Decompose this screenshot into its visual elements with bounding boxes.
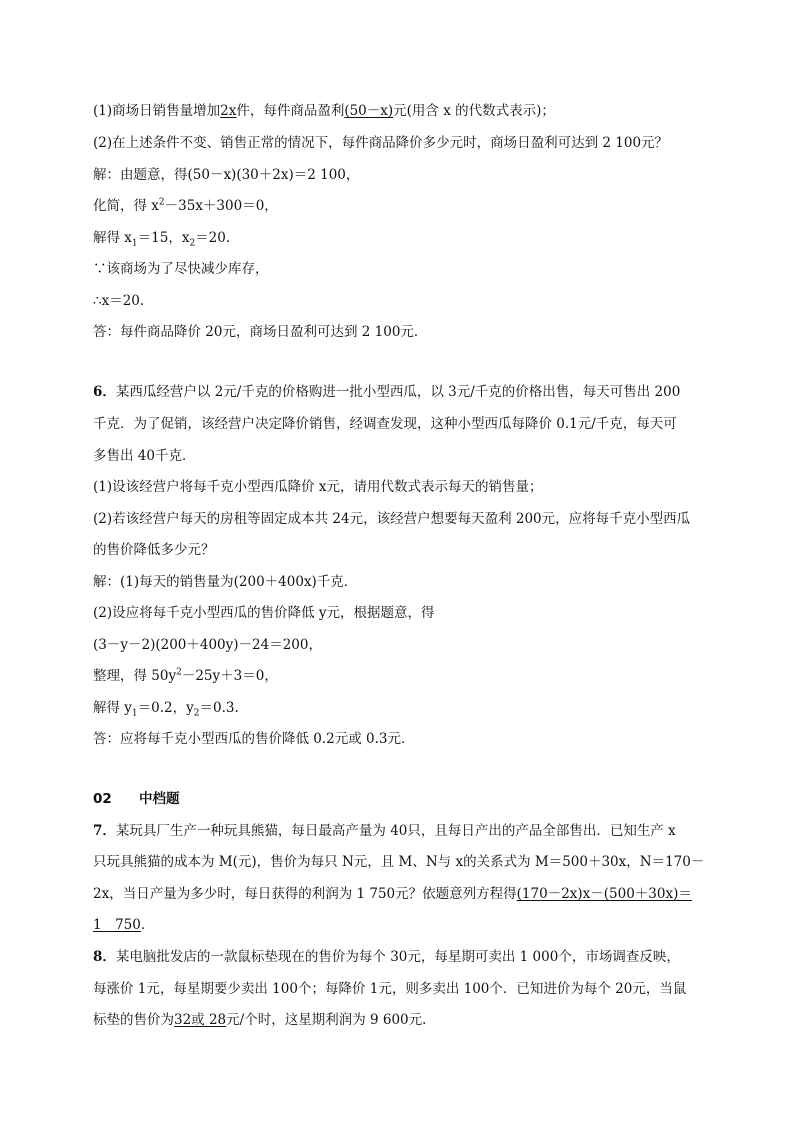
section-number: 02 <box>93 791 112 807</box>
q6-solution-line: (2)设应将每千克小型西瓜的售价降低 y元，根据题意，得 <box>93 605 435 621</box>
q6-part1: (1)设该经营户将每千克小型西瓜降价 x元，请用代数式表示每天的销售量； <box>93 479 543 495</box>
q6-sol-text: 整理，得 50y <box>93 668 177 684</box>
subscript: 2 <box>193 708 200 719</box>
q6-stem-line <box>93 382 680 402</box>
q6-stem-line: 千克．为了促销，该经营户决定降价销售，经调查发现，这种小型西瓜每降价 0.1元/千克，每天可 <box>93 416 677 432</box>
superscript: 2 <box>158 197 165 208</box>
q8-stem-text: 标垫的售价为 <box>93 1012 174 1028</box>
section-title: 中档题 <box>139 791 180 807</box>
q5-part1 <box>93 101 555 121</box>
q5-solution-line: 解：由题意，得(50－x)(30＋2x)＝2 100， <box>93 167 360 183</box>
q7-stem-line <box>93 821 676 841</box>
q8-stem-line: 每涨价 1元，每星期要少卖出 100个；每降价 1元，则多卖出 100个．已知进价为每个 20元，当鼠 <box>93 981 687 997</box>
q5-solution-line <box>93 228 230 248</box>
q7-stem-line <box>93 915 154 935</box>
q6-solution-line: 解：(1)每天的销售量为(200＋400x)千克． <box>93 574 358 590</box>
q5-sol-text: －35x＋300＝0， <box>164 198 278 214</box>
q5-sol-text: ＝15，x <box>137 230 190 246</box>
q6-sol-text: －25y＋3＝0， <box>181 668 278 684</box>
q7-stem-text: 某玩具厂生产一种玩具熊猫，每日最高产量为 40只，且每日产出的产品全部售出．已知生产 x <box>115 823 676 839</box>
q6-solution-line <box>93 698 239 718</box>
q6-stem-text: 某西瓜经营户以 2元/千克的价格购进一批小型西瓜，以 3元/千克的价格出售，每天可售出 200 <box>115 384 681 400</box>
q5-part1-text-end: 元(用含 x 的代数式表示)； <box>393 103 555 119</box>
subscript: 1 <box>131 708 138 719</box>
question-number: 8． <box>93 949 116 965</box>
q7-answer-blank: (170－2x)x－(500＋30x)＝ <box>516 886 692 902</box>
superscript: 2 <box>176 667 182 678</box>
q8-stem-line <box>93 947 680 967</box>
q6-part2: 的售价降低多少元？ <box>93 542 215 558</box>
question-number: 6． <box>93 384 116 400</box>
subscript: 2 <box>189 238 196 249</box>
subscript: 1 <box>131 238 138 249</box>
q6-part2: (2)若该经营户每天的房租等固定成本共 24元，该经营户想要每天盈利 200元，应将每千克小型西瓜 <box>93 511 691 527</box>
q5-solution-line <box>93 196 278 216</box>
q5-solution-line: ∴x＝20. <box>93 293 145 309</box>
q6-sol-text: 解得 y <box>93 700 132 716</box>
q5-sol-text: 化简，得 x <box>93 198 159 214</box>
q8-answer-blank: 32或 28 <box>174 1012 227 1028</box>
q5-answer: 答：每件商品降价 20元，商场日盈利可达到 2 100元． <box>93 324 428 340</box>
q5-part2: (2)在上述条件不变、销售正常的情况下，每件商品降价多少元时，商场日盈利可达到 2 100元？ <box>93 135 669 151</box>
q8-stem-text: 元/个时，这星期利润为 9 600元． <box>226 1012 436 1028</box>
q6-answer: 答：应将每千克小型西瓜的售价降低 0.2元或 0.3元． <box>93 731 415 747</box>
question-number: 7． <box>93 823 116 839</box>
q5-answer-blank-2: (50－x) <box>344 103 394 119</box>
q7-stem-line: 只玩具熊猫的成本为 M(元)，售价为每只 N元，且 M、N与 x的关系式为 M＝500＋30x，N＝170－ <box>93 854 705 870</box>
q6-solution-line <box>93 666 278 686</box>
q5-answer-blank-1: 2x <box>220 103 237 119</box>
q7-answer-blank: 1 750 <box>93 917 141 933</box>
q6-sol-text: ＝0.3. <box>199 700 239 716</box>
q6-stem-line: 多售出 40千克． <box>93 448 196 464</box>
q7-stem-text: ． <box>140 917 155 933</box>
q5-sol-text: ＝20. <box>195 230 231 246</box>
q7-stem-text: 2x，当日产量为多少时，每日获得的利润为 1 750元？依题意列方程得 <box>93 886 517 902</box>
q5-part1-text-mid: 件，每件商品盈利 <box>236 103 345 119</box>
q5-sol-text: 解得 x <box>93 230 132 246</box>
q8-stem-line <box>93 1010 436 1030</box>
q7-stem-line <box>93 884 692 904</box>
q5-part1-text: (1)商场日销售量增加 <box>93 103 221 119</box>
section-header <box>93 789 180 809</box>
q5-solution-line: ∵该商场为了尽快减少库存， <box>93 261 269 277</box>
q6-sol-text: ＝0.2，y <box>137 700 194 716</box>
q6-solution-line: (3－y－2)(200＋400y)－24＝200， <box>93 637 322 653</box>
q8-stem-text: 某电脑批发店的一款鼠标垫现在的售价为每个 30元，每星期可卖出 1 000个，市场调查反映， <box>115 949 680 965</box>
